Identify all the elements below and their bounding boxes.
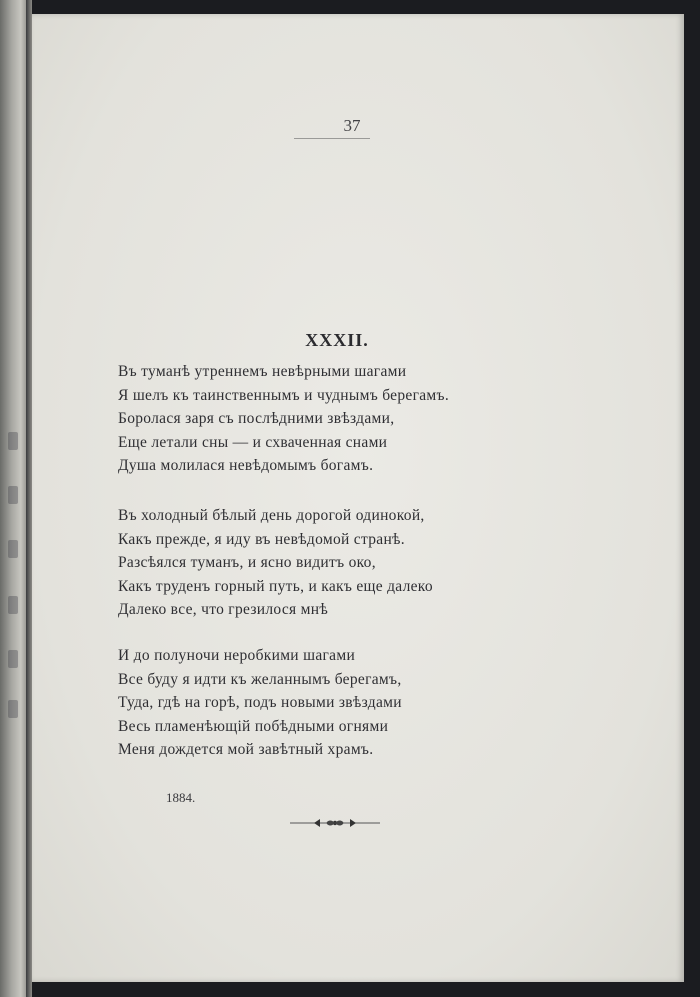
poem-line: Еще летали сны — и схваченная снами	[118, 433, 388, 451]
poem-line: Боролася заря съ послѣдними звѣздами,	[118, 410, 395, 427]
page-edge-mark	[8, 432, 18, 450]
poem-line: Меня дождется мой завѣтный храмъ.	[118, 741, 374, 758]
poem-title: XXXII.	[305, 330, 369, 350]
poem-line: Какъ труденъ горный путь, и какъ еще далеко	[118, 577, 433, 595]
poem-line: Далеко все, что грезилося мнѣ	[118, 601, 329, 618]
stanza-2	[118, 504, 558, 622]
stanza-1	[118, 360, 558, 478]
poem-line: Я шелъ къ таинственнымъ и чуднымъ берегамъ.	[118, 386, 450, 404]
poem-year: 1884.	[166, 790, 196, 805]
stanza-3	[118, 644, 558, 762]
fleuron-divider-icon	[290, 816, 380, 830]
page-number: 37	[343, 116, 361, 135]
poem-line: Туда, гдѣ на горѣ, подъ новыми звѣздами	[118, 694, 402, 711]
page-edge-mark	[8, 596, 18, 614]
poem-line: И до полуночи неробкими шагами	[118, 647, 356, 664]
poem-line: Въ холодный бѣлый день дорогой одинокой,	[118, 507, 425, 524]
poem-line: Въ туманѣ утреннемъ невѣрными шагами	[118, 363, 407, 380]
page-edge-mark	[8, 540, 18, 558]
poem-line: Разсѣялся туманъ, и ясно видитъ око,	[118, 554, 376, 571]
poem-line: Какъ прежде, я иду въ невѣдомой странѣ.	[118, 530, 405, 548]
poem-line: Весь пламенѣющій побѣдными огнями	[118, 717, 389, 735]
poem-line: Все буду я идти къ желаннымъ берегамъ,	[118, 670, 402, 688]
facing-page-edge	[0, 0, 26, 997]
poem-line: Душа молилася невѣдомымъ богамъ.	[118, 457, 374, 474]
page-edge-mark	[8, 700, 18, 718]
page-edge-mark	[8, 486, 18, 504]
page-number-rule	[294, 138, 370, 139]
page-edge-mark	[8, 650, 18, 668]
book-page	[32, 14, 684, 982]
